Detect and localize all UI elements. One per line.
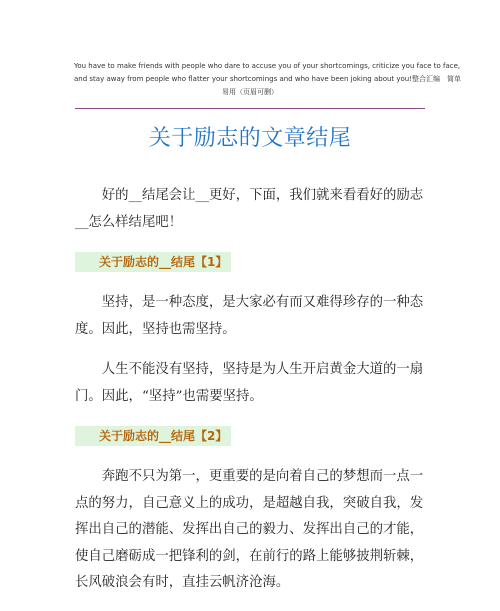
intro-paragraph: 好的__结尾会让__更好，下面，我们就来看看好的励志__怎么样结尾吧！ <box>75 188 424 230</box>
header-line-1: You have to make friends with people who dare to accuse you of your shortcomings, criticize you face to face, <box>74 62 461 70</box>
section1-paragraph-2: 人生不能没有坚持，坚持是为人生开启黄金大道的一扇门。因此，“坚持”也需要坚持。 <box>75 362 424 404</box>
header-divider <box>75 108 425 109</box>
section1-paragraph-1: 坚持，是一种态度，是大家必有而又难得珍存的一种态度。因此，坚持也需坚持。 <box>75 295 424 337</box>
document-body <box>75 183 427 611</box>
document-title: 关于励志的文章结尾 <box>148 126 352 151</box>
section2-paragraph-1: 奔跑不只为第一，更重要的是向着自己的梦想而一点一点的努力，自己意义上的成功，是超越自我，突破自我，发挥出自己的潜能、发挥出自己的毅力、发挥出自己的才能，使自己磨砺成一把锋利的剑，在前行的路上能够披荆斩棘，长风破浪会有时，直挂云帆济沧海。 <box>75 469 424 590</box>
page-header <box>74 60 462 99</box>
header-line-2: and stay away from people who flatter your shortcomings and who have been joking about you!整合汇编 简单 <box>74 75 462 83</box>
section-heading-1: 关于励志的__结尾【1】 <box>75 252 231 272</box>
header-line-3: 易用（页眉可删） <box>222 88 278 96</box>
section-heading-2: 关于励志的__结尾【2】 <box>75 426 231 446</box>
